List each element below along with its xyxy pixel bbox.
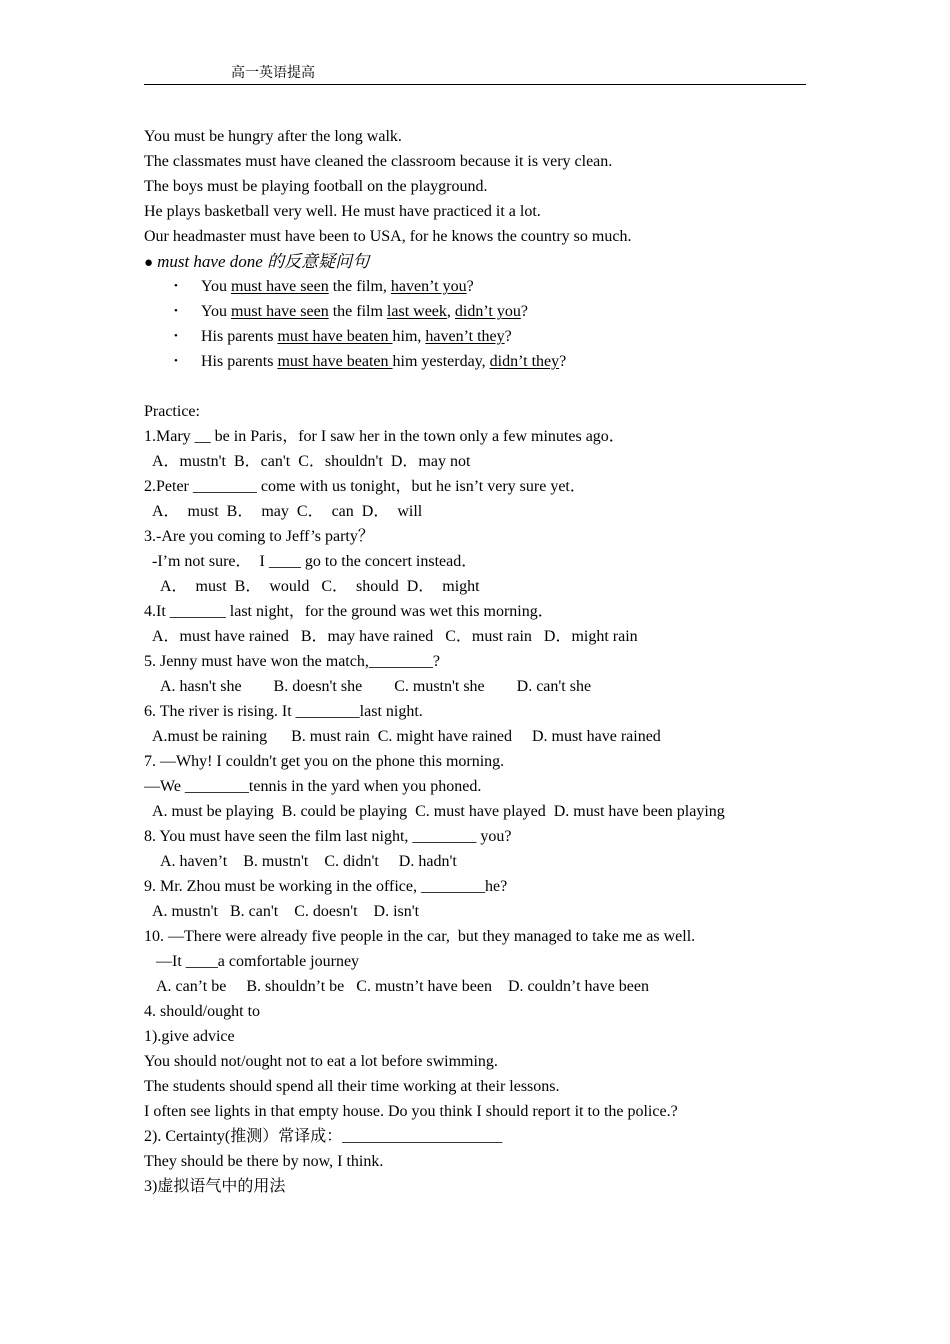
question-options: A.must be raining B. must rain C. might have rained D. must have rained xyxy=(152,728,661,745)
question-options: A. must be playing B. could be playing C. must have played D. must have been playing xyxy=(152,803,725,820)
practice-label: Practice: xyxy=(144,403,200,420)
question-options: A．mustn't B．can't C．shouldn't D．may not xyxy=(152,453,471,470)
tag-item: • His parents must have beaten him yesterday, didn’t they? xyxy=(144,349,824,374)
question-options: A. can’t be B. shouldn’t be C. mustn’t have been D. couldn’t have been xyxy=(156,978,649,995)
subsection-title: 3)虚拟语气中的用法 xyxy=(144,1178,286,1195)
question-options: A. haven’t B. mustn't C. didn't D. hadn't xyxy=(160,853,457,870)
page-header xyxy=(144,64,806,85)
question-text: 1.Mary __ be in Paris，for I saw her in the town only a few minutes ago． xyxy=(144,428,625,445)
example-line: You must be hungry after the long walk. xyxy=(144,128,402,145)
question-options: A. hasn't she B. doesn't she C. mustn't she D. can't she xyxy=(160,678,592,695)
question-text-reply: —It ____a comfortable journey xyxy=(144,953,360,970)
question-text: 6. The river is rising. It ________last night. xyxy=(144,703,423,720)
example-line: Our headmaster must have been to USA, for he knows the country so much. xyxy=(144,228,632,245)
example-line: You should not/ought not to eat a lot before swimming. xyxy=(144,1053,498,1070)
question-text: 9. Mr. Zhou must be working in the office, ________he? xyxy=(144,878,508,895)
question-text: 2.Peter ________ come with us tonight，but he isn’t very sure yet． xyxy=(144,478,586,495)
section-title: 4. should/ought to xyxy=(144,1003,261,1020)
question-text: 5. Jenny must have won the match,________? xyxy=(144,653,440,670)
question-options: A．must have rained B．may have rained C．must rain D．might rain xyxy=(152,628,638,645)
bullet-icon: • xyxy=(174,355,178,367)
example-line: The classmates must have cleaned the classroom because it is very clean. xyxy=(144,153,613,170)
bullet-icon: • xyxy=(174,330,178,342)
tag-item: • His parents must have beaten him, haven’t they? xyxy=(144,324,824,349)
question-text: 8. You must have seen the film last night, ________ you? xyxy=(144,828,512,845)
question-text: 3.-Are you coming to Jeff’s party？ xyxy=(144,528,374,545)
question-options: A． must B． would C． should D． might xyxy=(160,578,480,595)
question-text: 7. —Why! I couldn't get you on the phone this morning. xyxy=(144,753,505,770)
example-line: They should be there by now, I think. xyxy=(144,1153,384,1170)
header-title: 高一英语提高 xyxy=(231,66,315,81)
tag-item: • You must have seen the film last week, didn’t you? xyxy=(144,299,824,324)
question-text-reply: -I’m not sure． I ____ go to the concert instead． xyxy=(144,553,478,570)
tag-question-heading: ● must have done 的反意疑问句 xyxy=(144,252,370,271)
bullet-icon: • xyxy=(174,280,178,292)
question-options: A． must B． may C． can D． will xyxy=(152,503,423,520)
example-line: The boys must be playing football on the playground. xyxy=(144,178,488,195)
spacer xyxy=(144,374,824,399)
question-text: 4.It _______ last night，for the ground was wet this morning． xyxy=(144,603,554,620)
tag-item: • You must have seen the film, haven’t you? xyxy=(144,274,824,299)
bullet-dot-icon: ● xyxy=(144,255,154,271)
example-line: I often see lights in that empty house. Do you think I should report it to the police.? xyxy=(144,1103,678,1120)
example-line: The students should spend all their time working at their lessons. xyxy=(144,1078,560,1095)
question-text: 10. —There were already five people in the car, but they managed to take me as well. xyxy=(144,928,696,945)
example-line: He plays basketball very well. He must have practiced it a lot. xyxy=(144,203,541,220)
question-options: A. mustn't B. can't C. doesn't D. isn't xyxy=(152,903,420,920)
subsection-title: 2). Certainty(推测）常译成：____________________ xyxy=(144,1128,503,1145)
bullet-icon: • xyxy=(174,305,178,317)
question-text-reply: —We ________tennis in the yard when you phoned. xyxy=(144,778,482,795)
document-body xyxy=(144,124,824,1199)
subsection-title: 1).give advice xyxy=(144,1028,235,1045)
